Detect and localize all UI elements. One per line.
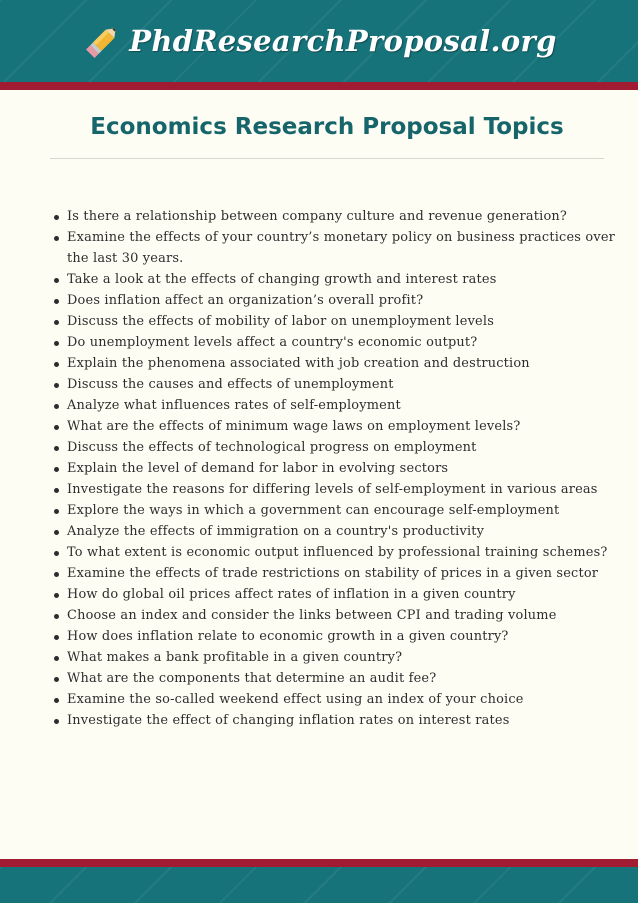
topic-item: Analyze the effects of immigration on a country's productivity — [67, 521, 627, 542]
topic-item: Examine the so-called weekend effect using an index of your choice — [67, 689, 627, 710]
topic-item: Discuss the effects of mobility of labor on unemployment levels — [67, 311, 627, 332]
topic-item: Explain the phenomena associated with job creation and destruction — [67, 353, 627, 374]
topic-item: What are the components that determine an audit fee? — [67, 668, 627, 689]
header-banner — [0, 0, 638, 82]
topic-item: How does inflation relate to economic growth in a given country? — [67, 626, 627, 647]
logo-text: PhdResearchProposal.org — [129, 24, 557, 58]
footer-stripe — [0, 859, 638, 867]
topic-item: What are the effects of minimum wage laws on employment levels? — [67, 416, 627, 437]
topic-item: Analyze what influences rates of self-employment — [67, 395, 627, 416]
topic-item: Choose an index and consider the links between CPI and trading volume — [67, 605, 627, 626]
topic-item: Discuss the effects of technological progress on employment — [67, 437, 627, 458]
topic-item: Take a look at the effects of changing growth and interest rates — [67, 269, 627, 290]
topic-item: Do unemployment levels affect a country's economic output? — [67, 332, 627, 353]
topic-item: Examine the effects of trade restrictions on stability of prices in a given sector — [67, 563, 627, 584]
site-logo[interactable] — [0, 0, 638, 82]
topic-item: Is there a relationship between company culture and revenue generation? — [67, 206, 627, 227]
header-stripe — [0, 82, 638, 90]
title-divider — [50, 158, 604, 159]
page-title: Economics Research Proposal Topics — [90, 114, 564, 140]
pencil-icon — [81, 19, 125, 63]
topic-item: Investigate the effect of changing inflation rates on interest rates — [67, 710, 627, 731]
topic-item: Investigate the reasons for differing levels of self-employment in various areas — [67, 479, 627, 500]
topic-item: Does inflation affect an organization’s overall profit? — [67, 290, 627, 311]
footer-banner — [0, 867, 638, 903]
topic-item: How do global oil prices affect rates of inflation in a given country — [67, 584, 627, 605]
topic-item: Explore the ways in which a government can encourage self-employment — [67, 500, 627, 521]
topic-item: Discuss the causes and effects of unemployment — [67, 374, 627, 395]
topic-item: To what extent is economic output influenced by professional training schemes? — [67, 542, 627, 563]
topic-list — [50, 206, 627, 731]
topic-item: What makes a bank profitable in a given country? — [67, 647, 627, 668]
topic-item: Examine the effects of your country’s monetary policy on business practices over the last 30 years. — [67, 227, 627, 269]
topic-item: Explain the level of demand for labor in evolving sectors — [67, 458, 627, 479]
